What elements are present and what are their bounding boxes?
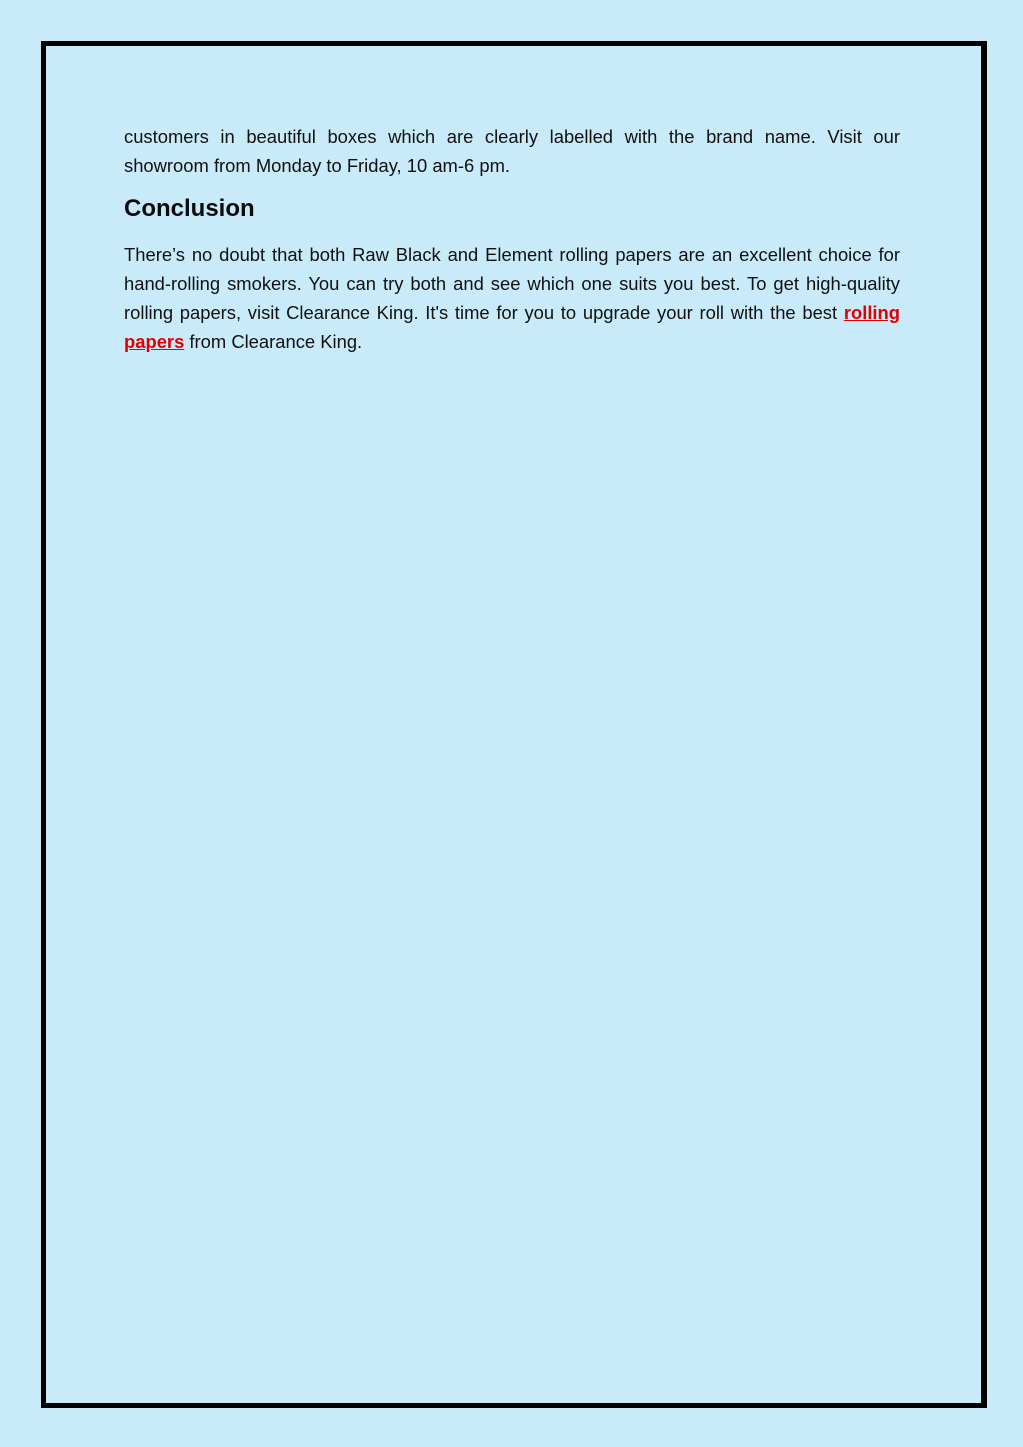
conclusion-text-before-link: There’s no doubt that both Raw Black and Element rolling papers are an excellent choice for hand-rolling smokers. You can try both and see which one suits you best. To get high-quality rolling papers, visit Clearance King. It's time for you to upgrade your roll with the best: [124, 244, 900, 323]
conclusion-heading: Conclusion: [124, 195, 255, 222]
rolling-papers-link[interactable]: rolling papers: [124, 302, 900, 352]
intro-paragraph: customers in beautiful boxes which are clearly labelled with the brand name. Visit our showroom from Monday to Friday, 10 am-6 pm.: [124, 126, 900, 176]
document-body: [124, 122, 900, 356]
conclusion-text-after-link: from Clearance King.: [184, 331, 363, 352]
conclusion-paragraph: [124, 240, 900, 356]
